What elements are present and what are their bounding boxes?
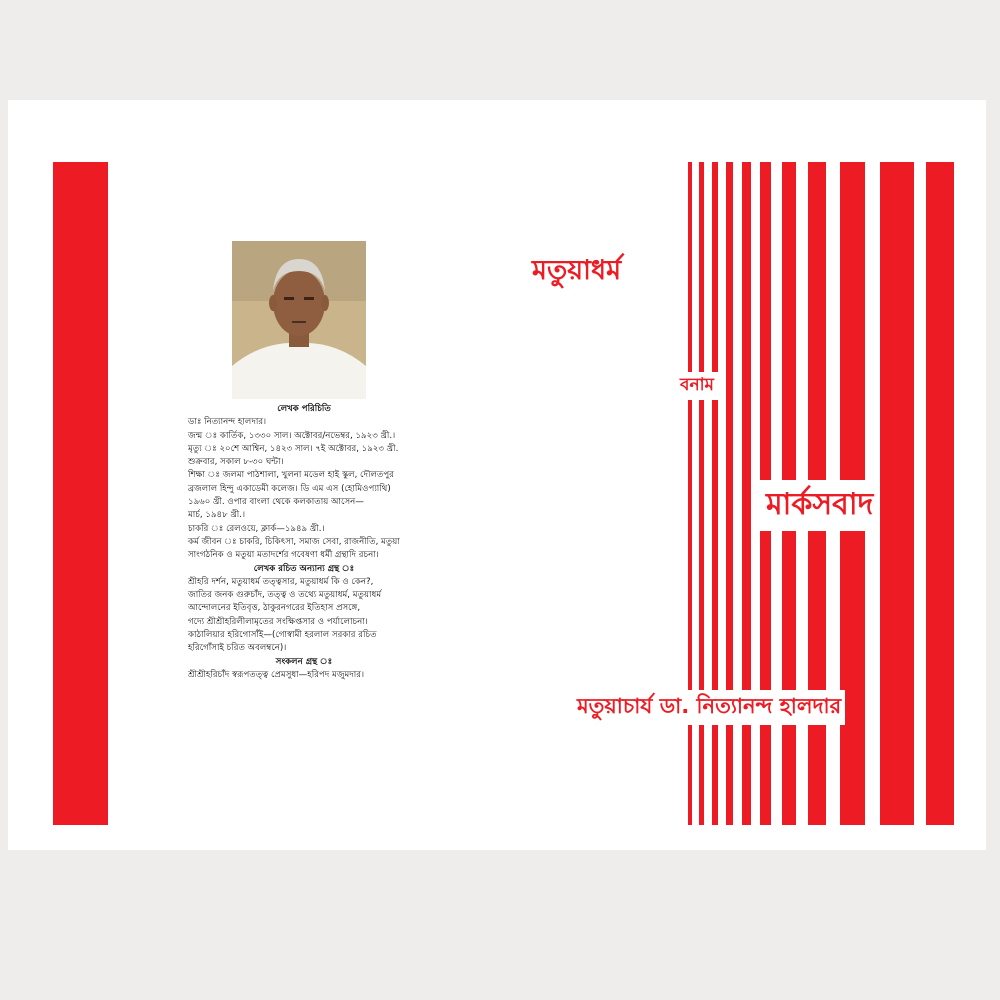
- front-stripe: [926, 162, 954, 825]
- author-name: মতুয়াচার্য ডা. নিত্যানন্দ হালদার: [573, 690, 845, 725]
- title-versus: বনাম: [676, 372, 718, 400]
- bio-line: ১৯৬০ খ্রী. ওপার বাংলা থেকে কলকাতায় আসেন—: [188, 497, 364, 508]
- front-stripe: [726, 162, 733, 825]
- front-stripe: [880, 162, 914, 825]
- books-line: হরিগোঁসাই চরিত অবলম্বনে)।: [188, 643, 287, 654]
- bio-line: চাকরি ঃ রেলওয়ে, ক্লার্ক—১৯৪৯ খ্রী.।: [188, 523, 325, 534]
- bio-line: ডাঃ নিত্যানন্দ হালদার।: [188, 417, 267, 428]
- portrait-svg: [232, 241, 366, 399]
- title-main: মার্কসবাদ: [760, 480, 879, 531]
- front-stripe: [688, 162, 692, 825]
- books-line: গদ্যে শ্রীশ্রীহরিলীলামৃতের সংক্ষিপ্তসার ও পর্যালোচনা।: [188, 616, 368, 627]
- back-red-stripe: [53, 162, 108, 825]
- bio-line: শিক্ষা ঃ জলমা পাঠশালা, খুলনা মডেল হাই স্কুল, দৌলতপুর: [188, 470, 394, 481]
- bio-line: সাংগঠনিক ও মতুয়া মতাদর্শের গবেষণা ধর্মী গ্রন্থাদি রচনা।: [188, 550, 379, 561]
- bio-heading: লেখক পরিচিতি: [277, 404, 331, 414]
- bio-line: শুক্রবার, সকাল ৮-৩০ ঘন্টা।: [188, 457, 284, 468]
- front-stripe: [699, 162, 704, 825]
- bio-line: জন্ম ঃ কার্তিক, ১৩৩০ সাল। অক্টোবর/নভেম্বর, ১৯২৩ খ্রী.।: [188, 430, 396, 441]
- front-stripe: [742, 162, 751, 825]
- title-top: মতুয়াধর্ম: [528, 250, 625, 295]
- bio-line: ব্রজলাল হিন্দু একাডেমী কলেজ। ডি এম এস (হোমিওপ্যাথি): [188, 483, 391, 494]
- books-line: জাতির জনক গুরুচাঁদ, তত্ত্ব ও তথ্যে মতুয়াধর্ম, মতুয়াধর্ম: [188, 590, 382, 601]
- bio-line: কর্ম জীবন ঃ চাকরি, চিকিৎসা, সমাজ সেবা, রাজনীতি, মতুয়া: [188, 536, 400, 547]
- book-cover: [8, 100, 986, 850]
- compilation-line: শ্রীশ্রীহরিচাঁদ স্বরূপতত্ত্ব প্রেমসুধা—হরিপদ মজুমদার।: [188, 669, 365, 680]
- author-biography: [188, 403, 420, 682]
- compilation-heading: সংকলন গ্রন্থ ঃ: [275, 656, 333, 667]
- bio-line: মৃত্যু ঃ ২০শে আশ্বিন, ১৪২৩ সাল। ৭ই অক্টোবর, ১৯২৩ খ্রী.: [188, 443, 399, 454]
- books-line: কাঠালিয়ার হরিগোসাঁই—(গোস্বামী হরলাল সরকার রচিত: [188, 630, 377, 641]
- front-stripe: [712, 162, 718, 825]
- author-portrait-icon: [232, 241, 366, 399]
- books-line: আন্দোলনের ইতিবৃত্ত, ঠাকুরনগরের ইতিহাস প্রসঙ্গে,: [188, 603, 361, 614]
- other-books-heading: লেখক রচিত অন্যান্য গ্রন্থ ঃ: [253, 563, 355, 574]
- books-line: শ্রীহরি দর্শন, মতুয়াধর্ম তত্ত্বসার, মতুয়াধর্ম কি ও কেন?,: [188, 576, 374, 587]
- bio-line: মার্চ, ১৯৪৮ খ্রী.।: [188, 510, 246, 521]
